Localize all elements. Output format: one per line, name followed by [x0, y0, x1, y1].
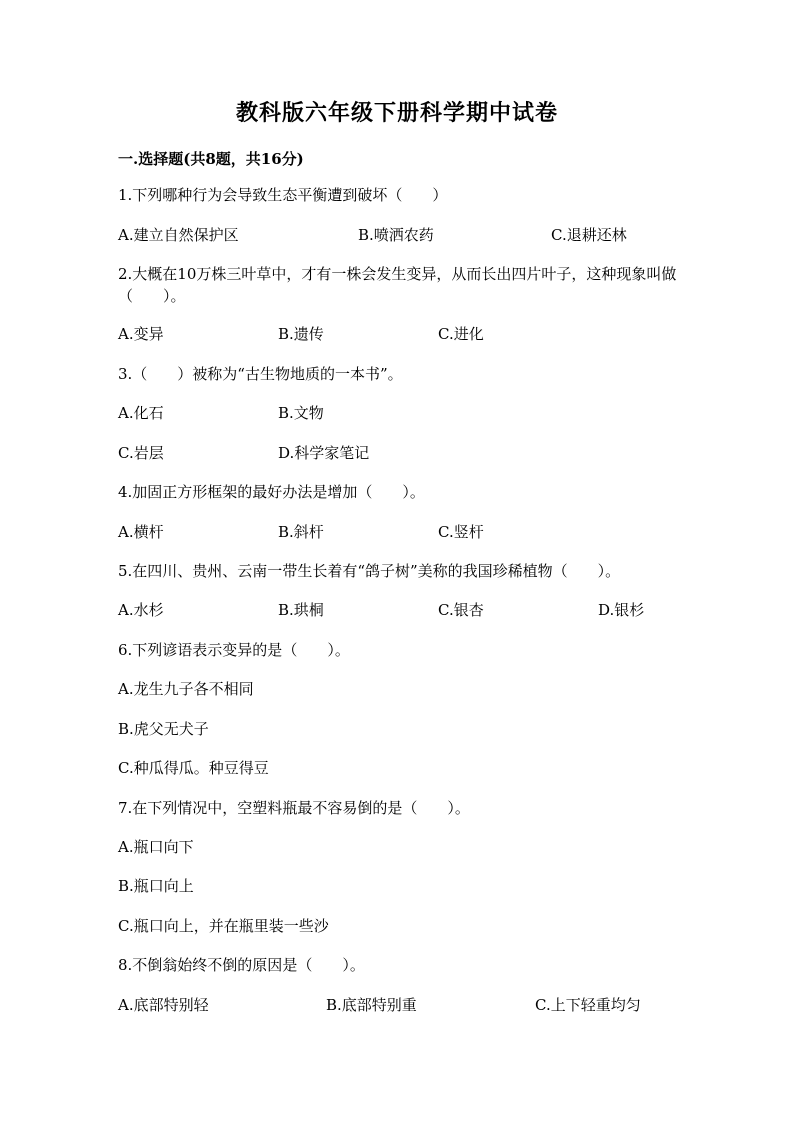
question-stem: 5.在四川、贵州、云南一带生长着有“鸽子树”美称的我国珍稀植物（ ）。 — [118, 562, 621, 580]
question-stem: 3.（ ）被称为“古生物地质的一本书”。 — [118, 365, 403, 383]
answer-option[interactable]: C.上下轻重均匀 — [535, 996, 641, 1014]
page-title: 教科版六年级下册科学期中试卷 — [235, 100, 558, 126]
answer-option[interactable]: B.遗传 — [278, 325, 324, 343]
section-heading: 一.选择题(共8题，共16分) — [118, 150, 304, 168]
answer-option[interactable]: D.科学家笔记 — [278, 444, 370, 462]
answer-option[interactable]: A.水杉 — [118, 601, 164, 619]
answer-option[interactable]: C.进化 — [438, 325, 484, 343]
question-stem: 6.下列谚语表示变异的是（ ）。 — [118, 641, 350, 659]
answer-option[interactable]: C.竖杆 — [438, 523, 484, 541]
answer-option[interactable]: B.虎父无犬子 — [118, 720, 209, 738]
answer-option[interactable]: C.瓶口向上，并在瓶里装一些沙 — [118, 917, 329, 935]
question-stem: 2.大概在10万株三叶草中，才有一株会发生变异，从而长出四片叶子，这种现象叫做（ ）。 — [118, 265, 677, 305]
answer-option[interactable]: A.变异 — [118, 325, 164, 343]
answer-option[interactable]: A.横杆 — [118, 523, 164, 541]
answer-option[interactable]: C.退耕还林 — [551, 226, 627, 244]
answer-option[interactable]: B.瓶口向上 — [118, 877, 194, 895]
answer-option[interactable]: B.文物 — [278, 404, 324, 422]
question-stem: 1.下列哪种行为会导致生态平衡遭到破坏（ ） — [118, 186, 448, 204]
answer-option[interactable]: A.建立自然保护区 — [118, 226, 239, 244]
question-stem: 8.不倒翁始终不倒的原因是（ ）。 — [118, 956, 365, 974]
answer-option[interactable]: B.喷洒农药 — [358, 226, 434, 244]
answer-option[interactable]: C.种瓜得瓜。种豆得豆 — [118, 759, 269, 777]
answer-option[interactable]: B.珙桐 — [278, 601, 324, 619]
answer-option[interactable]: D.银杉 — [598, 601, 645, 619]
question-stem: 4.加固正方形框架的最好办法是增加（ ）。 — [118, 483, 425, 501]
answer-option[interactable]: A.龙生九子各不相同 — [118, 680, 254, 698]
answer-option[interactable]: A.化石 — [118, 404, 164, 422]
answer-option[interactable]: C.岩层 — [118, 444, 164, 462]
answer-option[interactable]: B.底部特别重 — [326, 996, 417, 1014]
answer-option[interactable]: B.斜杆 — [278, 523, 324, 541]
question-stem: 7.在下列情况中，空塑料瓶最不容易倒的是（ ）。 — [118, 799, 470, 817]
answer-option[interactable]: A.底部特别轻 — [118, 996, 209, 1014]
answer-option[interactable]: A.瓶口向下 — [118, 838, 194, 856]
answer-option[interactable]: C.银杏 — [438, 601, 484, 619]
